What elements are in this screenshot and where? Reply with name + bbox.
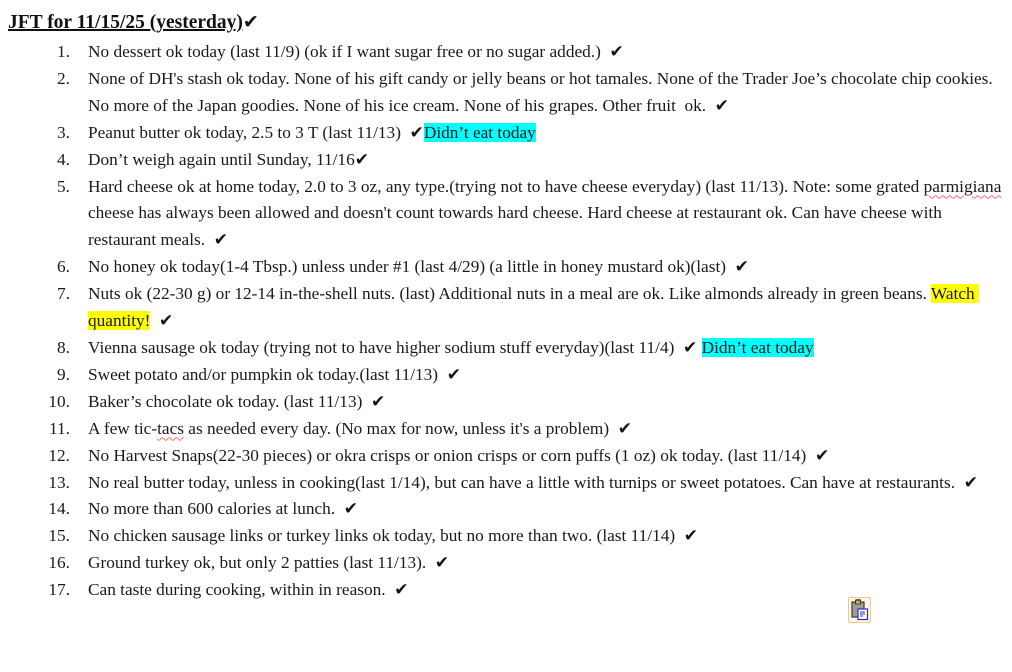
checkmark-icon: ✔ — [734, 257, 749, 278]
misspelled-word: tacs — [157, 418, 184, 438]
text-run: Vienna sausage ok today (trying not to have higher sodium stuff everyday)(last 11/4) — [88, 337, 684, 357]
list-item — [0, 496, 1012, 523]
list-item — [0, 174, 1012, 255]
text-run: None of DH's stash ok today. None of his gift candy or jelly beans or hot tamales. None of the Trader Joe’s chocolate chip cookies. No more of the Japan goodies. None of his ice cream. None of his grapes. Other fruit ok. — [88, 68, 998, 115]
list-item-text — [88, 257, 749, 276]
highlighted-text: Didn’t eat today — [701, 337, 814, 357]
list-item-text — [88, 392, 385, 411]
checkmark-icon: ✔ — [370, 391, 386, 412]
list-item — [0, 147, 1012, 174]
checkmark-icon: ✔ — [409, 122, 424, 143]
list-item-text — [88, 419, 632, 438]
text-run: cheese has always been allowed and doesn't count towards hard cheese. Hard cheese at restaurant ok. Can have cheese with restaurant meals. — [88, 176, 1006, 250]
list-item-number: 15. — [48, 526, 70, 546]
highlighted-text: Watch quantity! — [88, 284, 979, 331]
text-run: Nuts ok (22-30 g) or 12-14 in-the-shell nuts. (last) Additional nuts in a meal are ok. Like almonds already in green beans. — [88, 284, 931, 304]
text-run: No Harvest Snaps(22-30 pieces) or okra crisps or onion crisps or corn puffs (1 oz) ok today. (last 11/14) — [88, 445, 815, 465]
list-item-number: 8. — [57, 337, 70, 357]
list-item-number: 10. — [48, 391, 70, 411]
list-item-number: 16. — [48, 553, 70, 573]
list-item-text — [88, 123, 536, 142]
list-item — [0, 550, 1012, 577]
title-checkmark-icon: ✔ — [242, 11, 259, 33]
checkmark-icon: ✔ — [683, 337, 698, 358]
highlighted-text: Didn’t eat today — [423, 122, 536, 142]
list-item-text — [88, 365, 461, 384]
text-run: A few tic- — [88, 418, 158, 438]
list-item-text — [88, 69, 997, 115]
checkmark-icon: ✔ — [343, 499, 359, 520]
list-item — [0, 362, 1012, 389]
text-run: No real butter today, unless in cooking(last 1/14), but can have a little with turnips or sweet potatoes. Can have at restaurants. — [88, 472, 964, 492]
jft-list — [0, 39, 1012, 604]
text-run: Can taste during cooking, within in reason. — [88, 580, 395, 600]
list-item — [0, 389, 1012, 416]
list-item-number: 7. — [57, 284, 70, 304]
checkmark-icon: ✔ — [814, 445, 830, 466]
text-run — [150, 311, 159, 330]
text-run: No more than 600 calories at lunch. — [88, 499, 344, 519]
list-item-number: 4. — [57, 149, 70, 169]
text-run: No honey ok today(1-4 Tbsp.) unless under #1 (last 4/29) (a little in honey mustard ok)(last) — [88, 257, 735, 277]
text-run: Ground turkey ok, but only 2 patties (last 11/13). — [88, 553, 435, 573]
paste-options-button[interactable] — [848, 597, 871, 623]
clipboard-paste-icon — [850, 599, 869, 621]
list-item-number: 6. — [57, 257, 70, 277]
list-item-text — [88, 177, 1006, 250]
document-title — [8, 9, 1012, 36]
text-run — [697, 338, 701, 357]
list-item-text — [88, 553, 449, 572]
list-item — [0, 443, 1012, 470]
list-item-text — [88, 446, 829, 465]
checkmark-icon: ✔ — [394, 580, 409, 601]
list-item-number: 1. — [57, 42, 70, 61]
text-run: No dessert ok today (last 11/9) (ok if I want sugar free or no sugar added.) — [88, 42, 610, 61]
checkmark-icon: ✔ — [213, 230, 228, 251]
text-run: Don’t weigh again until Sunday, 11/16 — [88, 149, 355, 169]
list-item-number: 14. — [48, 499, 70, 519]
checkmark-icon: ✔ — [609, 42, 624, 62]
text-run: Sweet potato and/or pumpkin ok today.(last 11/13) — [88, 364, 447, 384]
checkmark-icon: ✔ — [963, 472, 978, 493]
text-run: as needed every day. (No max for now, unless it's a problem) — [183, 418, 618, 438]
list-item-text — [88, 473, 978, 492]
list-item — [0, 335, 1012, 362]
list-item-text — [88, 284, 979, 330]
list-item-text — [88, 42, 624, 61]
list-item-number: 11. — [49, 418, 70, 438]
text-run: Peanut butter ok today, 2.5 to 3 T (last 11/13) — [88, 122, 410, 142]
text-run: Baker’s chocolate ok today. (last 11/13) — [88, 391, 371, 411]
list-item — [0, 523, 1012, 550]
checkmark-icon: ✔ — [159, 311, 174, 332]
list-item-text — [88, 499, 358, 518]
checkmark-icon: ✔ — [683, 526, 699, 547]
list-item-text — [88, 526, 698, 545]
list-item-number: 5. — [57, 176, 70, 196]
list-item-text — [88, 338, 814, 357]
list-item-number: 3. — [57, 122, 70, 142]
title-text: JFT for 11/15/25 (yesterday) — [8, 12, 243, 33]
checkmark-icon: ✔ — [446, 364, 461, 385]
list-item-text — [88, 150, 369, 169]
list-item-number: 13. — [48, 472, 70, 492]
text-run: Hard cheese ok at home today, 2.0 to 3 oz, any type.(trying not to have cheese everyday) (last 11/13). Note: some grated — [88, 176, 924, 196]
list-item-number: 2. — [57, 68, 70, 88]
list-item-number: 9. — [57, 364, 70, 384]
list-item — [0, 416, 1012, 443]
list-item-number: 12. — [48, 445, 70, 465]
misspelled-word: parmigiana — [923, 176, 1002, 196]
list-item — [0, 281, 1012, 335]
checkmark-icon: ✔ — [617, 418, 632, 439]
text-run: No chicken sausage links or turkey links ok today, but no more than two. (last 11/14) — [88, 526, 684, 546]
checkmark-icon: ✔ — [354, 149, 369, 170]
checkmark-icon: ✔ — [434, 553, 450, 574]
list-item — [0, 254, 1012, 281]
list-item — [0, 39, 1012, 66]
list-item — [0, 470, 1012, 497]
list-item — [0, 120, 1012, 147]
list-item-number: 17. — [48, 580, 70, 600]
list-item-text — [88, 580, 408, 599]
checkmark-icon: ✔ — [714, 95, 729, 116]
list-item — [0, 66, 1012, 120]
